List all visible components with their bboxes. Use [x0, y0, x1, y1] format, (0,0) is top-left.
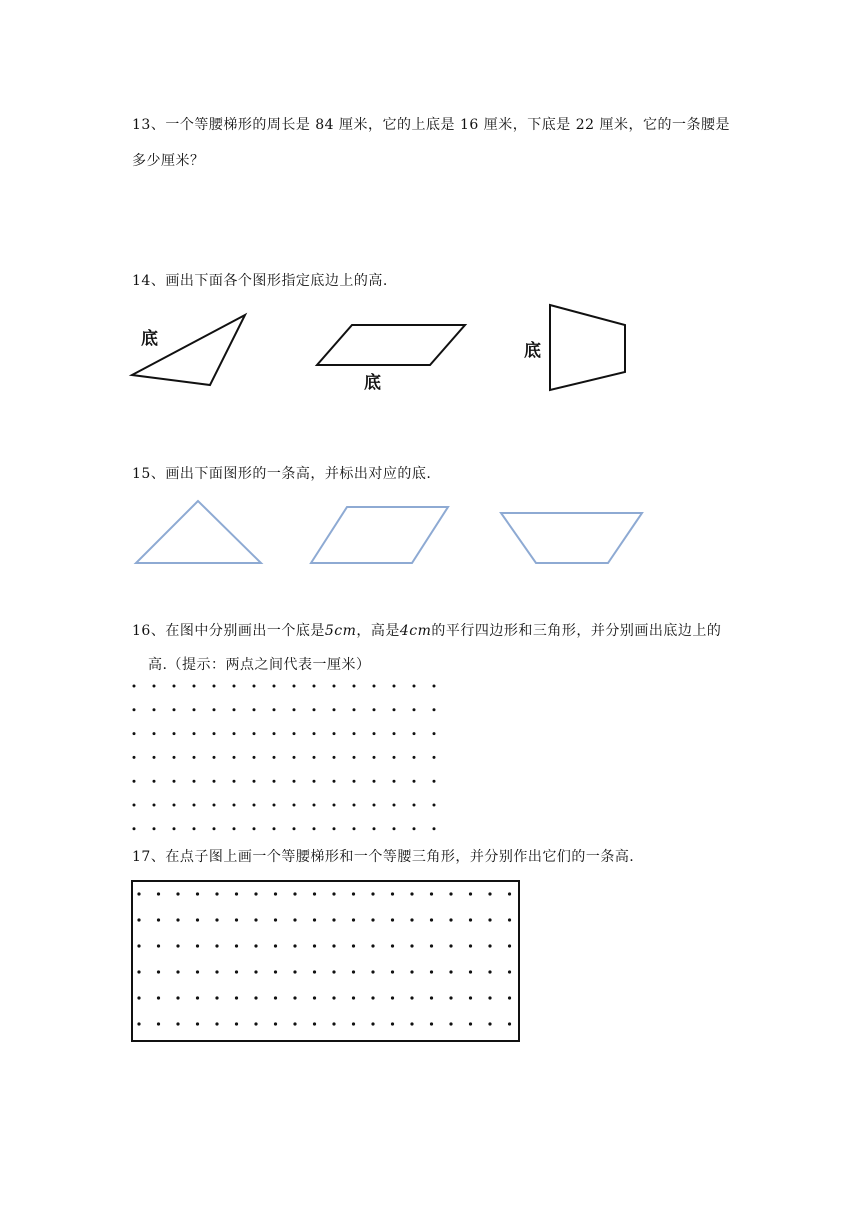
grid-dot: [233, 756, 236, 759]
q15-figures: [136, 501, 642, 563]
grid-dot: [233, 685, 236, 688]
grid-dot: [133, 780, 136, 783]
grid-dot: [333, 708, 336, 711]
grid-dot: [371, 970, 374, 973]
grid-dot: [274, 944, 277, 947]
grid-dot: [273, 780, 276, 783]
grid-dot: [274, 996, 277, 999]
grid-dot: [508, 892, 511, 895]
grid-dot: [313, 685, 316, 688]
grid-dot: [313, 1022, 316, 1025]
grid-dot: [373, 685, 376, 688]
grid-dot: [253, 780, 256, 783]
question-13-line-2: 多少厘米？: [132, 153, 205, 169]
q14-triangle-base-label: 底: [141, 329, 158, 349]
base-value: 5cm: [324, 623, 357, 639]
grid-dot: [469, 918, 472, 921]
grid-dot: [373, 732, 376, 735]
grid-dot: [196, 1022, 199, 1025]
grid-dot: [313, 918, 316, 921]
grid-dot: [253, 756, 256, 759]
grid-dot: [196, 892, 199, 895]
grid-dot: [274, 892, 277, 895]
grid-dot: [254, 892, 257, 895]
grid-dot: [215, 892, 218, 895]
grid-dot: [196, 944, 199, 947]
grid-dot: [235, 970, 238, 973]
grid-dot: [157, 944, 160, 947]
grid-dot: [293, 804, 296, 807]
grid-dot: [332, 1022, 335, 1025]
grid-dot: [371, 918, 374, 921]
grid-dot: [293, 892, 296, 895]
grid-dot: [273, 827, 276, 830]
grid-dot: [215, 944, 218, 947]
grid-dot: [176, 996, 179, 999]
grid-dot: [196, 970, 199, 973]
grid-dot: [413, 732, 416, 735]
grid-dot: [254, 918, 257, 921]
question-16-line-2: 高.（提示：两点之间代表一厘米）: [148, 657, 371, 673]
q15-triangle: [136, 501, 261, 563]
q14-trapezoid-base-label: 底: [524, 341, 541, 361]
grid-dot: [157, 892, 160, 895]
grid-dot: [233, 708, 236, 711]
grid-dot: [273, 685, 276, 688]
grid-dot: [353, 732, 356, 735]
grid-dot: [449, 892, 452, 895]
grid-dot: [254, 996, 257, 999]
grid-dot: [213, 708, 216, 711]
q15-trapezoid: [501, 513, 642, 563]
grid-dot: [333, 804, 336, 807]
question-17-text: 17、在点子图上画一个等腰梯形和一个等腰三角形，并分别作出它们的一条高.: [132, 849, 635, 865]
grid-dot: [157, 970, 160, 973]
grid-dot: [508, 970, 511, 973]
grid-dot: [193, 780, 196, 783]
grid-dot: [333, 685, 336, 688]
grid-dot: [273, 756, 276, 759]
grid-dot: [213, 685, 216, 688]
grid-dot: [332, 918, 335, 921]
question-14-text: 14、画出下面各个图形指定底边上的高.: [132, 273, 388, 289]
grid-dot: [253, 708, 256, 711]
grid-dot: [253, 827, 256, 830]
grid-dot: [391, 970, 394, 973]
grid-dot: [488, 892, 491, 895]
grid-dot: [274, 918, 277, 921]
grid-dot: [193, 685, 196, 688]
grid-dot: [353, 685, 356, 688]
grid-dot: [233, 780, 236, 783]
grid-dot: [313, 892, 316, 895]
grid-dot: [371, 1022, 374, 1025]
grid-dot: [235, 1022, 238, 1025]
grid-dot: [332, 970, 335, 973]
grid-dot: [173, 708, 176, 711]
grid-dot: [313, 780, 316, 783]
grid-dot: [488, 970, 491, 973]
grid-dot: [393, 685, 396, 688]
grid-dot: [430, 892, 433, 895]
grid-dot: [313, 804, 316, 807]
grid-dot: [193, 756, 196, 759]
grid-dot: [413, 780, 416, 783]
grid-dot: [193, 732, 196, 735]
grid-dot: [274, 1022, 277, 1025]
grid-dot: [488, 918, 491, 921]
grid-dot: [273, 708, 276, 711]
grid-dot: [433, 780, 436, 783]
grid-dot: [413, 685, 416, 688]
grid-dot: [410, 918, 413, 921]
grid-dot: [133, 804, 136, 807]
grid-dot: [391, 996, 394, 999]
grid-dot: [176, 892, 179, 895]
grid-dot: [373, 804, 376, 807]
grid-dot: [353, 708, 356, 711]
grid-dot: [469, 892, 472, 895]
grid-dot: [313, 827, 316, 830]
grid-dot: [293, 970, 296, 973]
grid-dot: [373, 827, 376, 830]
grid-dot: [254, 970, 257, 973]
grid-dot: [371, 944, 374, 947]
question-16-prefix: 16、在图中分别画出一个底是: [132, 623, 325, 639]
grid-dot: [413, 756, 416, 759]
grid-dot: [313, 756, 316, 759]
grid-dot: [215, 1022, 218, 1025]
grid-dot: [313, 708, 316, 711]
grid-dot: [193, 827, 196, 830]
grid-dot: [353, 827, 356, 830]
grid-dot: [176, 1022, 179, 1025]
grid-dot: [235, 944, 238, 947]
grid-dot: [333, 732, 336, 735]
grid-dot: [449, 996, 452, 999]
question-16-suffix: 的平行四边形和三角形，并分别画出底边上的: [431, 623, 722, 639]
grid-dot: [410, 1022, 413, 1025]
question-16-mid: ，高是: [356, 623, 400, 639]
grid-dot: [433, 827, 436, 830]
question-15-text: 15、画出下面图形的一条高，并标出对应的底.: [132, 466, 432, 482]
grid-dot: [293, 685, 296, 688]
grid-dot: [293, 756, 296, 759]
grid-dot: [352, 892, 355, 895]
grid-dot: [253, 732, 256, 735]
grid-dot: [153, 827, 156, 830]
grid-dot: [213, 827, 216, 830]
grid-dot: [293, 996, 296, 999]
grid-dot: [488, 996, 491, 999]
grid-dot: [391, 1022, 394, 1025]
grid-dot: [173, 804, 176, 807]
grid-dot: [430, 944, 433, 947]
grid-dot: [469, 944, 472, 947]
grid-dot: [449, 1022, 452, 1025]
grid-dot: [173, 827, 176, 830]
grid-dot: [332, 996, 335, 999]
grid-dot: [393, 827, 396, 830]
grid-dot: [313, 944, 316, 947]
grid-dot: [353, 804, 356, 807]
grid-dot: [176, 944, 179, 947]
grid-dot: [508, 918, 511, 921]
grid-dot: [157, 918, 160, 921]
grid-dot: [353, 780, 356, 783]
grid-dot: [235, 996, 238, 999]
grid-dot: [393, 756, 396, 759]
grid-dot: [153, 732, 156, 735]
grid-dot: [176, 918, 179, 921]
grid-dot: [430, 918, 433, 921]
grid-dot: [213, 756, 216, 759]
grid-dot: [176, 970, 179, 973]
grid-dot: [313, 970, 316, 973]
grid-dot: [233, 827, 236, 830]
grid-dot: [293, 1022, 296, 1025]
grid-dot: [293, 708, 296, 711]
grid-dot: [213, 732, 216, 735]
grid-dot: [254, 944, 257, 947]
grid-dot: [352, 996, 355, 999]
grid-dot: [137, 892, 140, 895]
grid-dot: [413, 708, 416, 711]
grid-dot: [173, 685, 176, 688]
grid-dot: [508, 944, 511, 947]
grid-dot: [430, 970, 433, 973]
grid-dot: [508, 1022, 511, 1025]
grid-dot: [235, 918, 238, 921]
grid-dot: [215, 970, 218, 973]
grid-dot: [137, 996, 140, 999]
grid-dot: [352, 918, 355, 921]
grid-dot: [274, 970, 277, 973]
grid-dot: [215, 918, 218, 921]
q17-grid-frame: [132, 881, 519, 1041]
grid-dot: [410, 944, 413, 947]
grid-dot: [371, 996, 374, 999]
grid-dot: [391, 892, 394, 895]
question-13-line-1: 13、一个等腰梯形的周长是 84 厘米，它的上底是 16 厘米，下底是 22 厘米，它的一条腰是: [132, 117, 730, 133]
grid-dot: [133, 685, 136, 688]
grid-dot: [391, 944, 394, 947]
grid-dot: [293, 732, 296, 735]
grid-dot: [433, 804, 436, 807]
grid-dot: [333, 780, 336, 783]
grid-dot: [333, 827, 336, 830]
grid-dot: [410, 996, 413, 999]
grid-dot: [293, 918, 296, 921]
grid-dot: [373, 780, 376, 783]
grid-dot: [433, 708, 436, 711]
q14-parallelogram: [317, 325, 465, 365]
grid-dot: [433, 756, 436, 759]
grid-dot: [293, 944, 296, 947]
grid-dot: [137, 1022, 140, 1025]
grid-dot: [393, 732, 396, 735]
grid-dot: [157, 1022, 160, 1025]
grid-dot: [313, 732, 316, 735]
grid-dot: [449, 918, 452, 921]
grid-dot: [233, 732, 236, 735]
grid-dot: [371, 892, 374, 895]
grid-dot: [137, 918, 140, 921]
grid-dot: [413, 804, 416, 807]
grid-dot: [430, 1022, 433, 1025]
grid-dot: [133, 827, 136, 830]
grid-dot: [153, 685, 156, 688]
grid-dot: [153, 804, 156, 807]
grid-dot: [449, 970, 452, 973]
grid-dot: [193, 708, 196, 711]
grid-dot: [196, 918, 199, 921]
grid-dot: [273, 732, 276, 735]
grid-dot: [173, 780, 176, 783]
grid-dot: [469, 1022, 472, 1025]
grid-dot: [433, 732, 436, 735]
grid-dot: [153, 780, 156, 783]
grid-dot: [430, 996, 433, 999]
grid-dot: [133, 732, 136, 735]
height-value: 4cm: [399, 623, 432, 639]
q14-trapezoid: [550, 305, 625, 390]
grid-dot: [293, 780, 296, 783]
grid-dot: [133, 708, 136, 711]
grid-dot: [449, 944, 452, 947]
grid-dot: [352, 944, 355, 947]
grid-dot: [213, 780, 216, 783]
grid-dot: [215, 996, 218, 999]
grid-dot: [273, 804, 276, 807]
grid-dot: [393, 780, 396, 783]
grid-dot: [193, 804, 196, 807]
grid-dot: [173, 756, 176, 759]
grid-dot: [332, 892, 335, 895]
grid-dot: [413, 827, 416, 830]
grid-dot: [333, 756, 336, 759]
grid-dot: [391, 918, 394, 921]
grid-dot: [410, 970, 413, 973]
grid-dot: [157, 996, 160, 999]
grid-dot: [353, 756, 356, 759]
grid-dot: [196, 996, 199, 999]
grid-dot: [133, 756, 136, 759]
q17-dot-grid: [137, 892, 511, 1025]
grid-dot: [373, 708, 376, 711]
q15-parallelogram: [311, 507, 448, 563]
grid-dot: [488, 944, 491, 947]
grid-dot: [410, 892, 413, 895]
grid-dot: [352, 1022, 355, 1025]
q16-dot-grid: [133, 685, 436, 831]
grid-dot: [253, 804, 256, 807]
grid-dot: [393, 708, 396, 711]
grid-dot: [373, 756, 376, 759]
grid-dot: [173, 732, 176, 735]
grid-dot: [235, 892, 238, 895]
grid-dot: [153, 708, 156, 711]
grid-dot: [213, 804, 216, 807]
grid-dot: [508, 996, 511, 999]
grid-dot: [313, 996, 316, 999]
grid-dot: [137, 970, 140, 973]
grid-dot: [469, 970, 472, 973]
q14-triangle: [132, 315, 245, 385]
grid-dot: [352, 970, 355, 973]
grid-dot: [332, 944, 335, 947]
grid-dot: [153, 756, 156, 759]
grid-dot: [433, 685, 436, 688]
grid-dot: [393, 804, 396, 807]
grid-dot: [293, 827, 296, 830]
q14-parallelogram-base-label: 底: [364, 373, 381, 393]
grid-dot: [137, 944, 140, 947]
grid-dot: [253, 685, 256, 688]
grid-dot: [469, 996, 472, 999]
grid-dot: [488, 1022, 491, 1025]
grid-dot: [233, 804, 236, 807]
grid-dot: [254, 1022, 257, 1025]
